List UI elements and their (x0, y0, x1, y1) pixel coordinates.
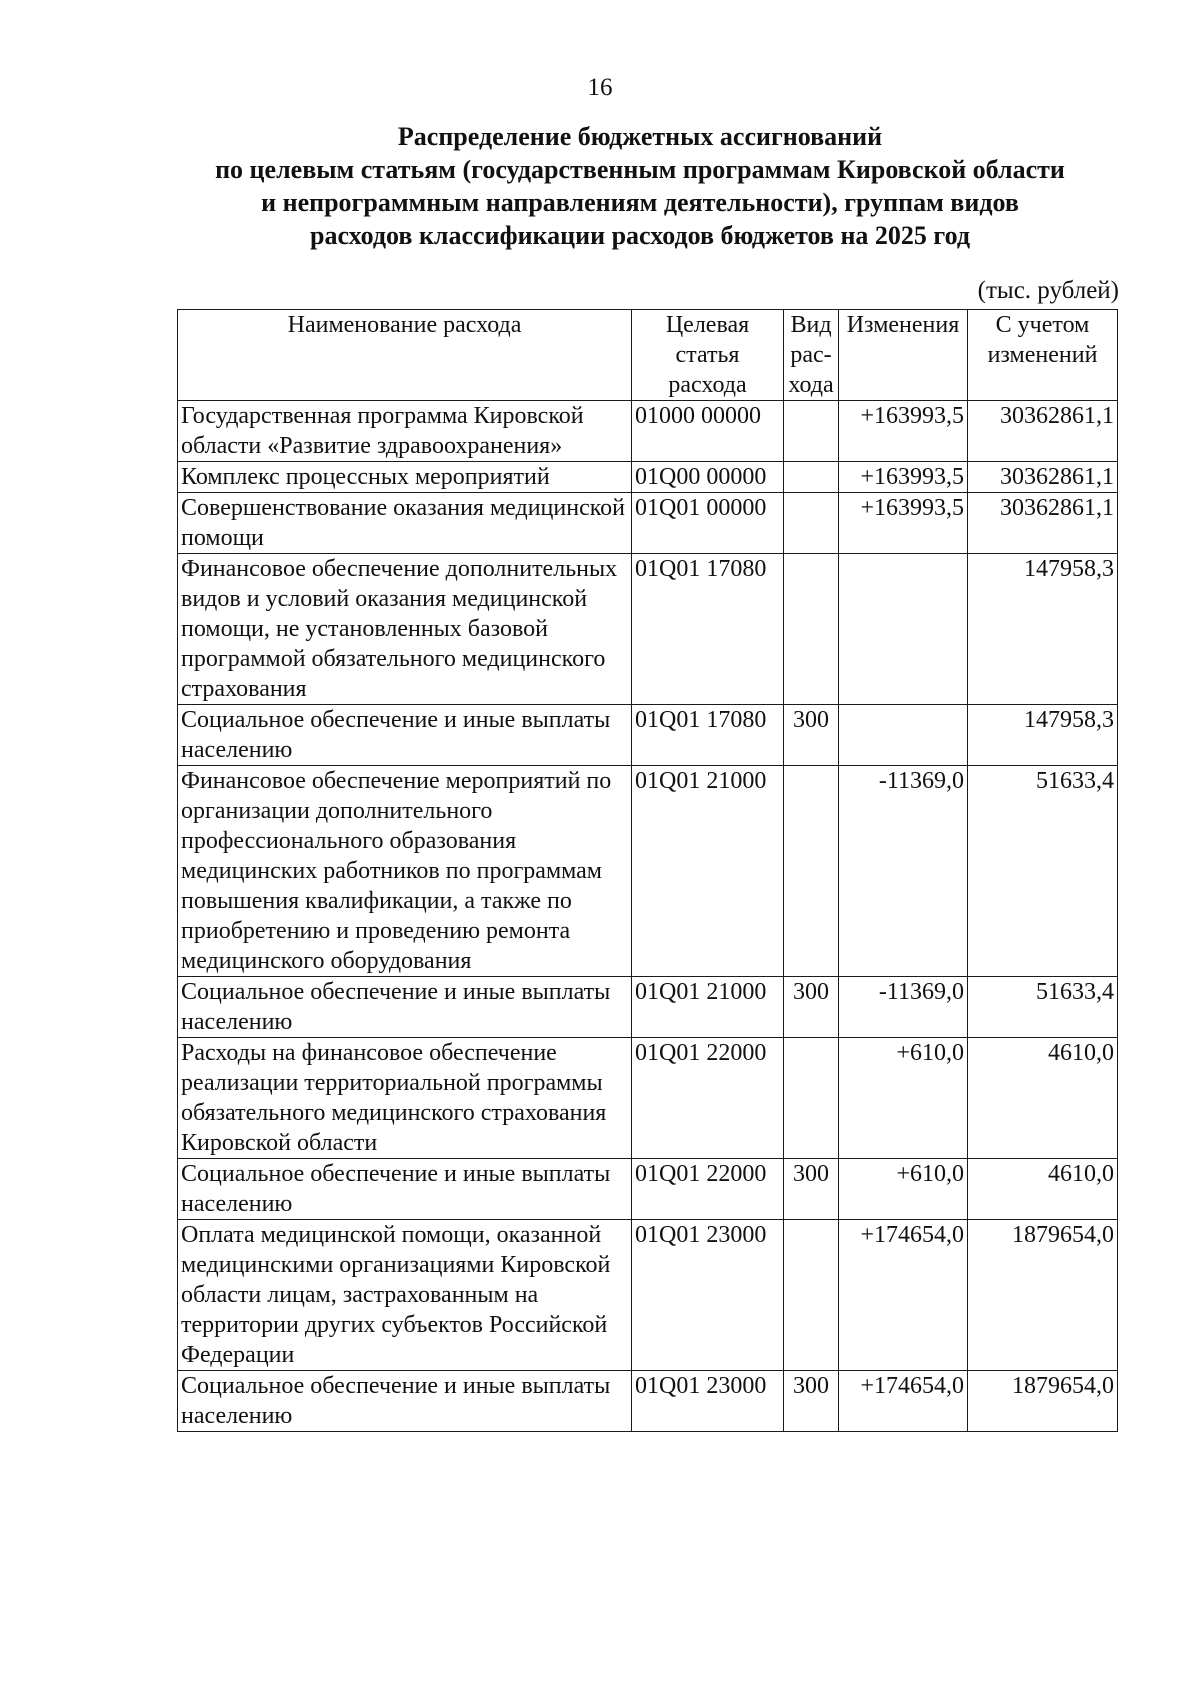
table-row (178, 493, 1118, 554)
row-total: 30362861,1 (968, 401, 1118, 462)
header-name (178, 310, 632, 401)
row-name: Социальное обеспечение и иные выплаты населению (178, 1159, 632, 1220)
row-change: +610,0 (839, 1038, 968, 1159)
row-kind (784, 462, 839, 493)
row-change (839, 705, 968, 766)
row-total: 1879654,0 (968, 1371, 1118, 1432)
row-total: 147958,3 (968, 554, 1118, 705)
table-row (178, 401, 1118, 462)
row-target-code: 01000 00000 (632, 401, 784, 462)
header-total-line: изменений (987, 342, 1098, 368)
row-name: Социальное обеспечение и иные выплаты населению (178, 705, 632, 766)
row-kind: 300 (784, 1159, 839, 1220)
row-change: -11369,0 (839, 766, 968, 977)
row-name: Оплата медицинской помощи, оказанной медицинскими организациями Кировской области лицам, застрахованным на территории других субъектов Российской Федерации (178, 1220, 632, 1371)
row-kind: 300 (784, 977, 839, 1038)
row-name: Социальное обеспечение и иные выплаты населению (178, 977, 632, 1038)
header-total-line: С учетом (995, 312, 1090, 338)
row-total: 4610,0 (968, 1159, 1118, 1220)
title-line: расходов классификации расходов бюджетов на 2025 год (309, 221, 970, 250)
table-row (178, 554, 1118, 705)
row-total: 51633,4 (968, 766, 1118, 977)
row-change: +174654,0 (839, 1371, 968, 1432)
row-change: +163993,5 (839, 462, 968, 493)
table-row (178, 1159, 1118, 1220)
row-kind (784, 1038, 839, 1159)
table-header-row (178, 310, 1118, 401)
row-kind (784, 766, 839, 977)
header-target-line: статья (675, 342, 740, 368)
row-name: Расходы на финансовое обеспечение реализации территориальной программы обязательного медицинского страхования Кировской области (178, 1038, 632, 1159)
row-target-code: 01Q01 23000 (632, 1220, 784, 1371)
row-change (839, 554, 968, 705)
title-line: Распределение бюджетных ассигнований (397, 122, 883, 151)
row-name: Государственная программа Кировской области «Развитие здравоохранения» (178, 401, 632, 462)
row-kind: 300 (784, 705, 839, 766)
row-total: 147958,3 (968, 705, 1118, 766)
header-kind (784, 310, 839, 401)
document-title (140, 120, 1140, 252)
row-target-code: 01Q01 22000 (632, 1038, 784, 1159)
row-kind (784, 554, 839, 705)
header-kind-line: Вид (790, 312, 832, 338)
row-kind: 300 (784, 1371, 839, 1432)
budget-table (177, 309, 1118, 1432)
row-name: Совершенствование оказания медицинской помощи (178, 493, 632, 554)
row-total: 51633,4 (968, 977, 1118, 1038)
header-total (968, 310, 1118, 401)
row-kind (784, 493, 839, 554)
row-target-code: 01Q00 00000 (632, 462, 784, 493)
header-target-line: расхода (668, 372, 747, 398)
row-change: +163993,5 (839, 401, 968, 462)
title-line: и непрограммным направлениям деятельности), группам видов (261, 188, 1019, 217)
row-change: -11369,0 (839, 977, 968, 1038)
row-target-code: 01Q01 17080 (632, 705, 784, 766)
row-name: Финансовое обеспечение мероприятий по организации дополнительного профессионального образования медицинских работников по программам повышения квалификации, а также по приобретению и проведению ремонта медицинского оборудования (178, 766, 632, 977)
header-kind-line: хода (788, 372, 834, 398)
header-changes (839, 310, 968, 401)
units-label: (тыс. рублей) (977, 277, 1119, 304)
row-change: +163993,5 (839, 493, 968, 554)
row-target-code: 01Q01 00000 (632, 493, 784, 554)
row-total: 30362861,1 (968, 493, 1118, 554)
row-kind (784, 1220, 839, 1371)
row-change: +610,0 (839, 1159, 968, 1220)
row-total: 30362861,1 (968, 462, 1118, 493)
row-target-code: 01Q01 21000 (632, 977, 784, 1038)
row-change: +174654,0 (839, 1220, 968, 1371)
row-target-code: 01Q01 17080 (632, 554, 784, 705)
row-total: 4610,0 (968, 1038, 1118, 1159)
table-row (178, 462, 1118, 493)
header-target (632, 310, 784, 401)
row-name: Комплекс процессных мероприятий (178, 462, 632, 493)
header-kind-line: рас- (790, 342, 832, 368)
header-name-text: Наименование расхода (287, 312, 522, 338)
table-row (178, 766, 1118, 977)
title-line: по целевым статьям (государственным программам Кировской области (215, 155, 1065, 184)
header-target-line: Целевая (665, 312, 750, 338)
row-name: Социальное обеспечение и иные выплаты населению (178, 1371, 632, 1432)
row-target-code: 01Q01 23000 (632, 1371, 784, 1432)
row-target-code: 01Q01 21000 (632, 766, 784, 977)
row-target-code: 01Q01 22000 (632, 1159, 784, 1220)
header-changes-text: Изменения (846, 312, 960, 338)
table-row (178, 1038, 1118, 1159)
table-row (178, 977, 1118, 1038)
page-number: 16 (587, 74, 613, 101)
table-row (178, 1371, 1118, 1432)
row-kind (784, 401, 839, 462)
row-total: 1879654,0 (968, 1220, 1118, 1371)
table-row (178, 705, 1118, 766)
row-name: Финансовое обеспечение дополнительных видов и условий оказания медицинской помощи, не установленных базовой программой обязательного медицинского страхования (178, 554, 632, 705)
table-row (178, 1220, 1118, 1371)
